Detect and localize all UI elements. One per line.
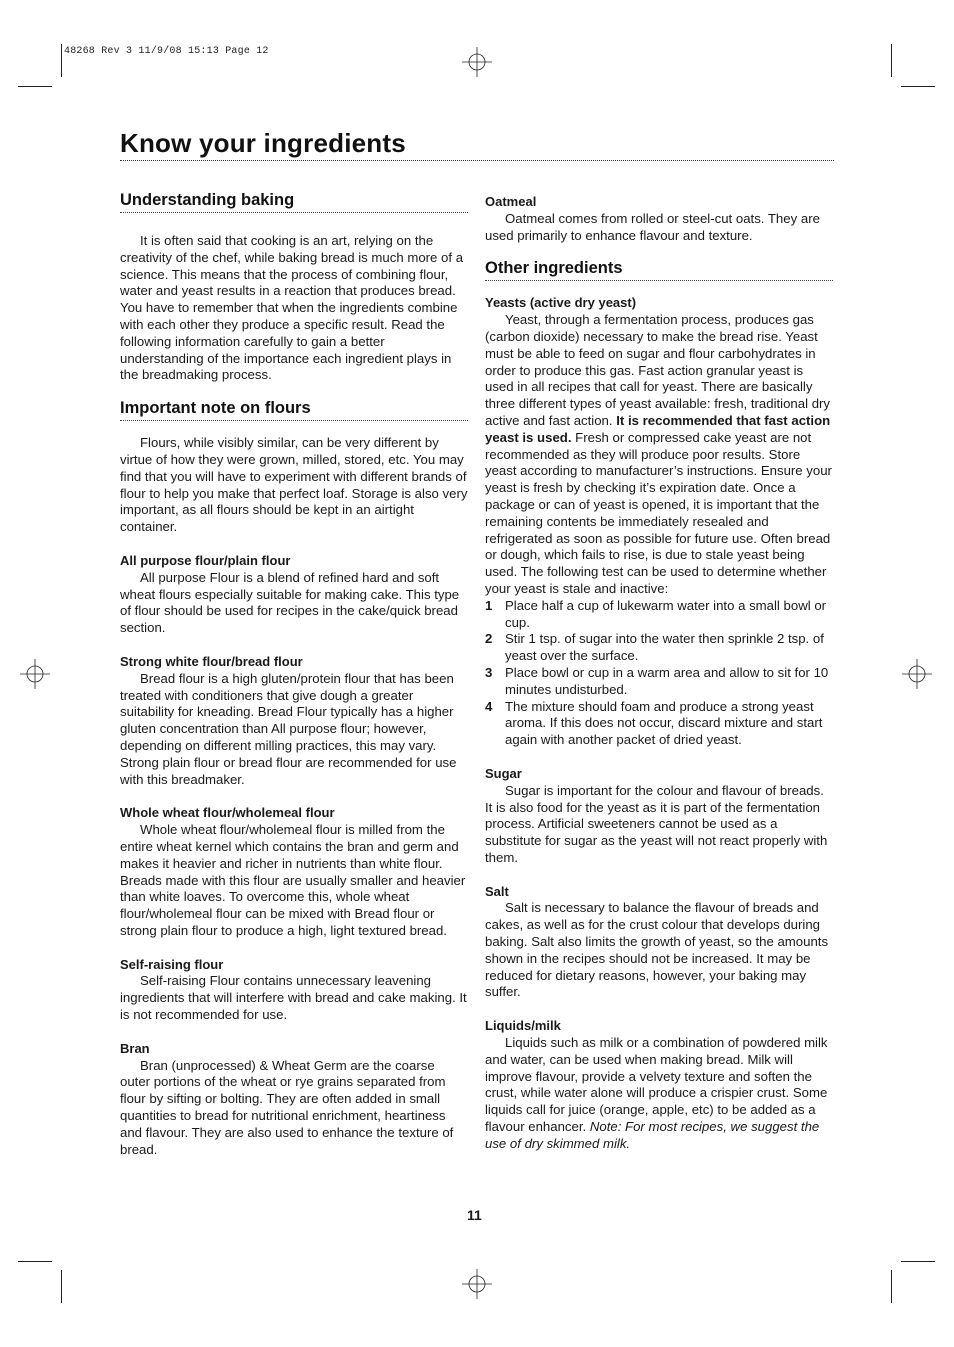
- liquids-note: Note: For most recipes, we suggest the use of dry skimmed milk.: [485, 1119, 820, 1151]
- section-heading-understanding-baking: Understanding baking: [120, 190, 468, 213]
- paragraph-all-purpose-flour: All purpose Flour is a blend of refined hard and soft wheat flours especially suitable for making cake. This type of flour should be used for recipes in the cake/quick bread section.: [120, 569, 460, 636]
- paragraph-understanding-baking: It is often said that cooking is an art, relying on the creativity of the chef, while baking bread is much more of a science. This means that the process of combining flour, water and yeast results in a reaction that produces bread. You have to remember that when the ingredients combine with each other they produce a specific result. Read the following information carefully to gain a better understanding of the importance each ingredient plays in the breadmaking process.: [120, 233, 464, 383]
- subheading-strong-white-flour: Strong white flour/bread flour: [120, 653, 303, 669]
- step-text: Place bowl or cup in a warm area and allow to sit for 10 minutes undisturbed.: [505, 664, 829, 697]
- crop-mark: [901, 1261, 935, 1262]
- list-item: [485, 598, 833, 632]
- crop-mark: [901, 86, 935, 87]
- list-item: [485, 665, 833, 699]
- step-number: 3: [485, 664, 493, 680]
- liquids-text: Liquids such as milk or a combination of powdered milk and water, can be used when making bread. Milk will improve flavour, provide a velvety texture and soften the crust, while water alone will produce a crispier crust. Some liquids call for juice (orange, apple, etc) to be added as a flavour enhancer.: [485, 1035, 828, 1135]
- step-number: 4: [485, 698, 493, 714]
- paragraph-liquids-milk: [485, 1035, 833, 1153]
- registration-mark-icon: [20, 659, 50, 689]
- subheading-sugar: Sugar: [485, 765, 522, 781]
- step-text: The mixture should foam and produce a strong yeast aroma. If this does not occur, discard mixture and start again with another packet of dried yeast.: [505, 698, 823, 748]
- step-number: 2: [485, 631, 493, 647]
- crop-mark: [891, 1270, 892, 1303]
- subheading-salt: Salt: [485, 883, 509, 899]
- paragraph-bran: Bran (unprocessed) & Wheat Germ are the coarse outer portions of the wheat or rye grains separated from flour by sifting or bolting. They are often added in small quantities to bread for nutritional enrichment, heartiness and flavour. They are also used to enhance the texture of bread.: [120, 1057, 454, 1157]
- step-text: Place half a cup of lukewarm water into a small bowl or cup.: [505, 597, 827, 630]
- yeasts-text-part: Yeast, through a fermentation process, produces gas (carbon dioxide) necessary to make the bread rise. Yeast must be able to feed on sugar and flour carbohydrates in order to produce this gas. Fast action granular yeast is used in all recipes that call for yeast. There are basically three different types of yeast available: fresh, traditional dry active and fast action.: [485, 312, 831, 428]
- print-slug: 48268 Rev 3 11/9/08 15:13 Page 12: [64, 46, 269, 57]
- list-item: [485, 631, 833, 665]
- subheading-self-raising-flour: Self-raising flour: [120, 956, 224, 972]
- step-text: Stir 1 tsp. of sugar into the water then sprinkle 2 tsp. of yeast over the surface.: [505, 631, 824, 664]
- subheading-all-purpose-flour: All purpose flour/plain flour: [120, 552, 291, 568]
- section-heading-other-ingredients: Other ingredients: [485, 258, 833, 281]
- right-column: [485, 190, 833, 1153]
- paragraph-sugar: Sugar is important for the colour and flavour of breads. It is also food for the yeast as it is part of the fermentation process. Artificial sweeteners cannot be used as a substitute for sugar as the yeast will not react properly with them.: [485, 782, 828, 865]
- paragraph-yeasts: [485, 312, 833, 598]
- page-number: 11: [467, 1207, 482, 1223]
- title-divider: [120, 160, 834, 161]
- yeasts-recommendation: It is recommended that fast action yeast is used.: [485, 412, 831, 445]
- crop-mark: [891, 44, 892, 77]
- subheading-bran: Bran: [120, 1040, 150, 1056]
- subheading-whole-wheat-flour: Whole wheat flour/wholemeal flour: [120, 805, 335, 821]
- paragraph-self-raising-flour: Self-raising Flour contains unnecessary leavening ingredients that will interfere with bread and cake making. It is not recommended for use.: [120, 973, 467, 1023]
- page-title: Know your ingredients: [120, 128, 406, 158]
- left-column: [120, 190, 468, 1158]
- paragraph-oatmeal: Oatmeal comes from rolled or steel-cut oats. They are used primarily to enhance flavour and texture.: [485, 210, 820, 243]
- registration-mark-icon: [462, 47, 492, 77]
- list-item: [485, 699, 833, 749]
- crop-mark: [61, 1270, 62, 1303]
- paragraph-whole-wheat-flour: Whole wheat flour/wholemeal flour is milled from the entire wheat kernel which contains the bran and germ and makes it heavier and richer in nutrients than white flour. Breads made with this flour are usually smaller and heavier than white loaves. To overcome this, whole wheat flour/wholemeal flour can be mixed with Bread flour or strong plain flour to produce a high, light textured bread.: [120, 822, 466, 938]
- yeasts-text-part: Fresh or compressed cake yeast are not recommended as they will produce poor results. Store yeast according to manufacturer’s instructions. Ensure your yeast is fresh by checking it’s expiration date. Once a package or can of yeast is opened, it is important that the remaining contents be immediately resealed and refrigerated as soon as possible for future use. Often bread or dough, which fails to rise, is due to stale yeast being used. The following test can be used to determine whether your yeast is stale and inactive:: [485, 429, 832, 596]
- crop-mark: [18, 86, 52, 87]
- registration-mark-icon: [902, 659, 932, 689]
- subheading-liquids-milk: Liquids/milk: [485, 1018, 561, 1034]
- step-number: 1: [485, 597, 493, 613]
- crop-mark: [61, 44, 62, 77]
- paragraph-salt: Salt is necessary to balance the flavour of breads and cakes, as well as for the crust colour that develops during baking. Salt also limits the growth of yeast, so the amounts shown in the recipes should not be increased. It may be reduced for dietary reasons, however, your baking may suffer.: [485, 900, 829, 1000]
- paragraph-flours: Flours, while visibly similar, can be very different by virtue of how they were grown, milled, stored, etc. You may find that you will have to experiment with different brands of flour to help you make that perfect loaf. Storage is also very important, as all flours should be kept in an airtight container.: [120, 435, 468, 535]
- crop-mark: [18, 1261, 52, 1262]
- section-heading-flours: Important note on flours: [120, 398, 468, 421]
- yeast-test-steps: [485, 598, 833, 749]
- subheading-oatmeal: Oatmeal: [485, 194, 537, 209]
- subheading-yeasts: Yeasts (active dry yeast): [485, 295, 637, 311]
- registration-mark-icon: [462, 1269, 492, 1299]
- paragraph-strong-white-flour: Bread flour is a high gluten/protein flour that has been treated with conditioners that give dough a greater suitability for kneading. Bread Flour typically has a higher gluten concentration than All purpose flour; however, depending on different milling practices, this may vary. Strong plain flour or bread flour are recommended for use with this breadmaker.: [120, 670, 457, 787]
